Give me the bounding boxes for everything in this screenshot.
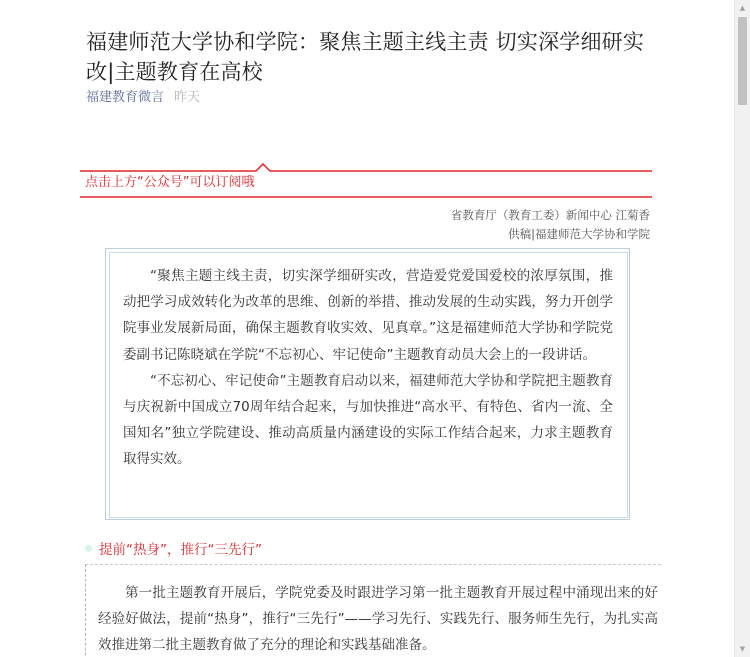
subscribe-banner: [80, 163, 652, 198]
author-credit: [451, 206, 650, 244]
quote-paragraph-2: “不忘初心、牢记使命”主题教育启动以来，福建师范大学协和学院把主题教育与庆祝新中国成立70周年结合起来，与加快推进“高水平、有特色、省内一流、全国知名”独立学院建设、推动高质量内涵建设的实际工作结合起来，力求主题教育取得实效。: [123, 372, 613, 468]
subscribe-prompt-text: 点击上方“公众号”可以订阅哦: [85, 175, 255, 190]
section-body: [85, 564, 661, 657]
article-title: 福建师范大学协和学院：聚焦主题主线主责 切实深学细研实改|主题教育在高校: [86, 30, 645, 84]
vertical-scrollbar[interactable]: [734, 0, 750, 657]
section-paragraph: 第一批主题教育开展后，学院党委及时跟进学习第一批主题教育开展过程中涌现出来的好经验好做法，提前“热身”，推行“三先行”——学习先行、实践先行、服务师生先行，为扎实高效推进第二批主题教育做了充分的理论和实践基础准备。: [98, 585, 658, 654]
scroll-down-arrow-icon[interactable]: ▼: [739, 645, 746, 653]
bullet-dot-icon: [85, 545, 92, 552]
account-name-link[interactable]: 福建教育微言: [86, 90, 165, 105]
scroll-up-arrow-icon[interactable]: ▲: [739, 4, 746, 12]
quote-content: [123, 263, 613, 473]
section-heading: [85, 540, 385, 560]
quote-paragraph-1: “聚焦主题主线主责，切实深学细研实改，营造爱党爱国爱校的浓厚氛围，推动把学习成效转化为改革的思维、创新的举措、推动发展的生动实践，努力开创学院事业发展新局面，确保主题教育收实效、见真章。”这是福建师范大学协和学院党委副书记陈晓斌在学院“不忘初心、牢记使命”主题教育动员大会上的一段讲话。: [123, 268, 613, 363]
intro-quote-box: [105, 248, 630, 520]
author-line-contributor: 供稿|福建师范大学协和学院: [508, 227, 650, 241]
article-meta: [86, 90, 200, 106]
author-line-source: 省教育厅（教育工委）新闻中心 江菊香: [450, 208, 650, 222]
publish-date: 昨天: [174, 90, 201, 105]
section-heading-text: 提前“热身”，推行“三先行”: [99, 542, 262, 558]
scrollbar-thumb[interactable]: [738, 17, 747, 105]
